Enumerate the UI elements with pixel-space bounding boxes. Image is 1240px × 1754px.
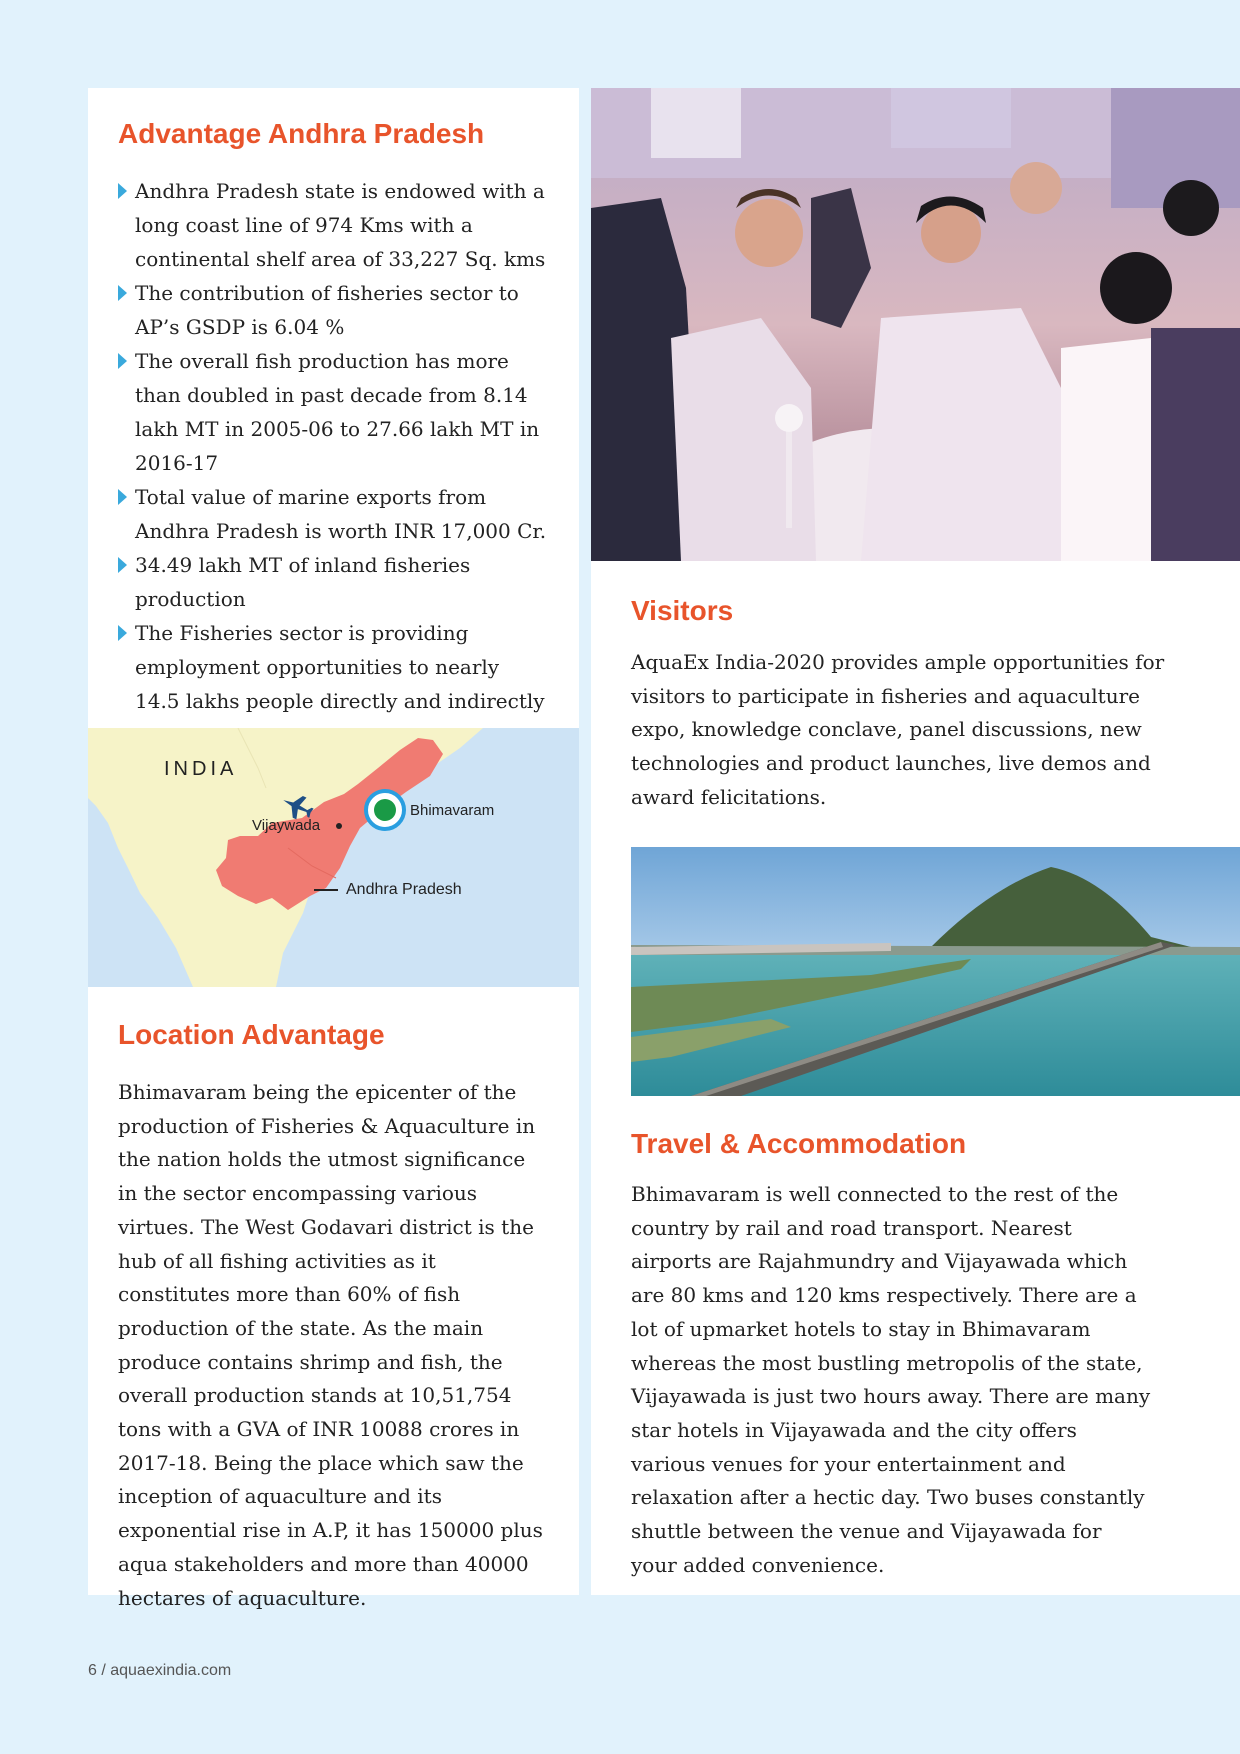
map-country-label: INDIA bbox=[164, 758, 238, 780]
bullet-item: Andhra Pradesh state is endowed with a long coast line of 974 Kms with a continental shelf area of 33,227 Sq. kms bbox=[118, 174, 549, 276]
bullet-item: The contribution of fisheries sector to AP’s GSDP is 6.04 % bbox=[118, 276, 549, 344]
visitors-text: AquaEx India-2020 provides ample opportunities for visitors to participate in fisheries and aquaculture expo, knowledge conclave, panel discussions, new technologies and product launches, live demos and award felicitations. bbox=[631, 650, 1165, 809]
triangle-bullet-icon bbox=[118, 489, 127, 505]
travel-text: Bhimavaram is well connected to the rest of the country by rail and road transport. Nearest airports are Rajahmundry and Vijayawada which are 80 kms and 120 kms respectively. There are a lot of upmarket hotels to stay in Bhimavaram whereas the most bustling metropolis of the state, Vijayawada is just two hours away. There are many star hotels in Vijayawada and the city offers various venues for your entertainment and relaxation after a hectic day. Two buses constantly shuttle between the venue and Vijayawada for your added convenience. bbox=[631, 1182, 1151, 1577]
expo-photo-graphic bbox=[591, 88, 1240, 561]
triangle-bullet-icon bbox=[118, 353, 127, 369]
map-state-label: Andhra Pradesh bbox=[346, 881, 462, 898]
map-city-bhimavaram: Bhimavaram bbox=[410, 802, 495, 819]
map-city-vijaywada: Vijaywada bbox=[252, 817, 321, 834]
triangle-bullet-icon bbox=[118, 625, 127, 641]
river-bridge-photo bbox=[631, 847, 1240, 1096]
visitors-title: Visitors bbox=[631, 595, 734, 626]
visitors-panel bbox=[591, 561, 1240, 1595]
page-footer: 6 / aquaexindia.com bbox=[88, 1662, 232, 1679]
advantage-title: Advantage Andhra Pradesh bbox=[118, 118, 485, 149]
bullet-item: Total value of marine exports from Andhra Pradesh is worth INR 17,000 Cr. bbox=[118, 480, 549, 548]
travel-title: Travel & Accommodation bbox=[631, 1128, 967, 1159]
location-panel bbox=[88, 987, 579, 1610]
location-title: Location Advantage bbox=[118, 1019, 385, 1050]
bullet-item: 34.49 lakh MT of inland fisheries production bbox=[118, 548, 549, 616]
map-graphic bbox=[88, 728, 579, 987]
river-photo-graphic bbox=[631, 847, 1240, 1096]
andhra-pradesh-map bbox=[88, 728, 579, 987]
location-text: Bhimavaram being the epicenter of the production of Fisheries & Aquaculture in the nation holds the utmost significance in the sector encompassing various virtues. The West Godavari district is the hub of all fishing activities as it constitutes more than 60% of fish production of the state. As the main produce contains shrimp and fish, the overall production stands at 10,51,754 tons with a GVA of INR 10088 crores in 2017-18. Being the place which saw the inception of aquaculture and its exponential rise in A.P, it has 150000 plus aqua stakeholders and more than 40000 hectares of aquaculture. bbox=[118, 1080, 543, 1610]
advantage-panel bbox=[88, 88, 579, 728]
triangle-bullet-icon bbox=[118, 183, 127, 199]
triangle-bullet-icon bbox=[118, 557, 127, 573]
bullet-item: The Fisheries sector is providing employment opportunities to nearly 14.5 lakhs people directly and indirectly bbox=[118, 616, 549, 718]
expo-crowd-photo bbox=[591, 88, 1240, 561]
bullet-item: The overall fish production has more than doubled in past decade from 8.14 lakh MT in 2005-06 to 27.66 lakh MT in 2016-17 bbox=[118, 344, 549, 480]
advantage-bullet-list bbox=[118, 174, 549, 718]
triangle-bullet-icon bbox=[118, 285, 127, 301]
